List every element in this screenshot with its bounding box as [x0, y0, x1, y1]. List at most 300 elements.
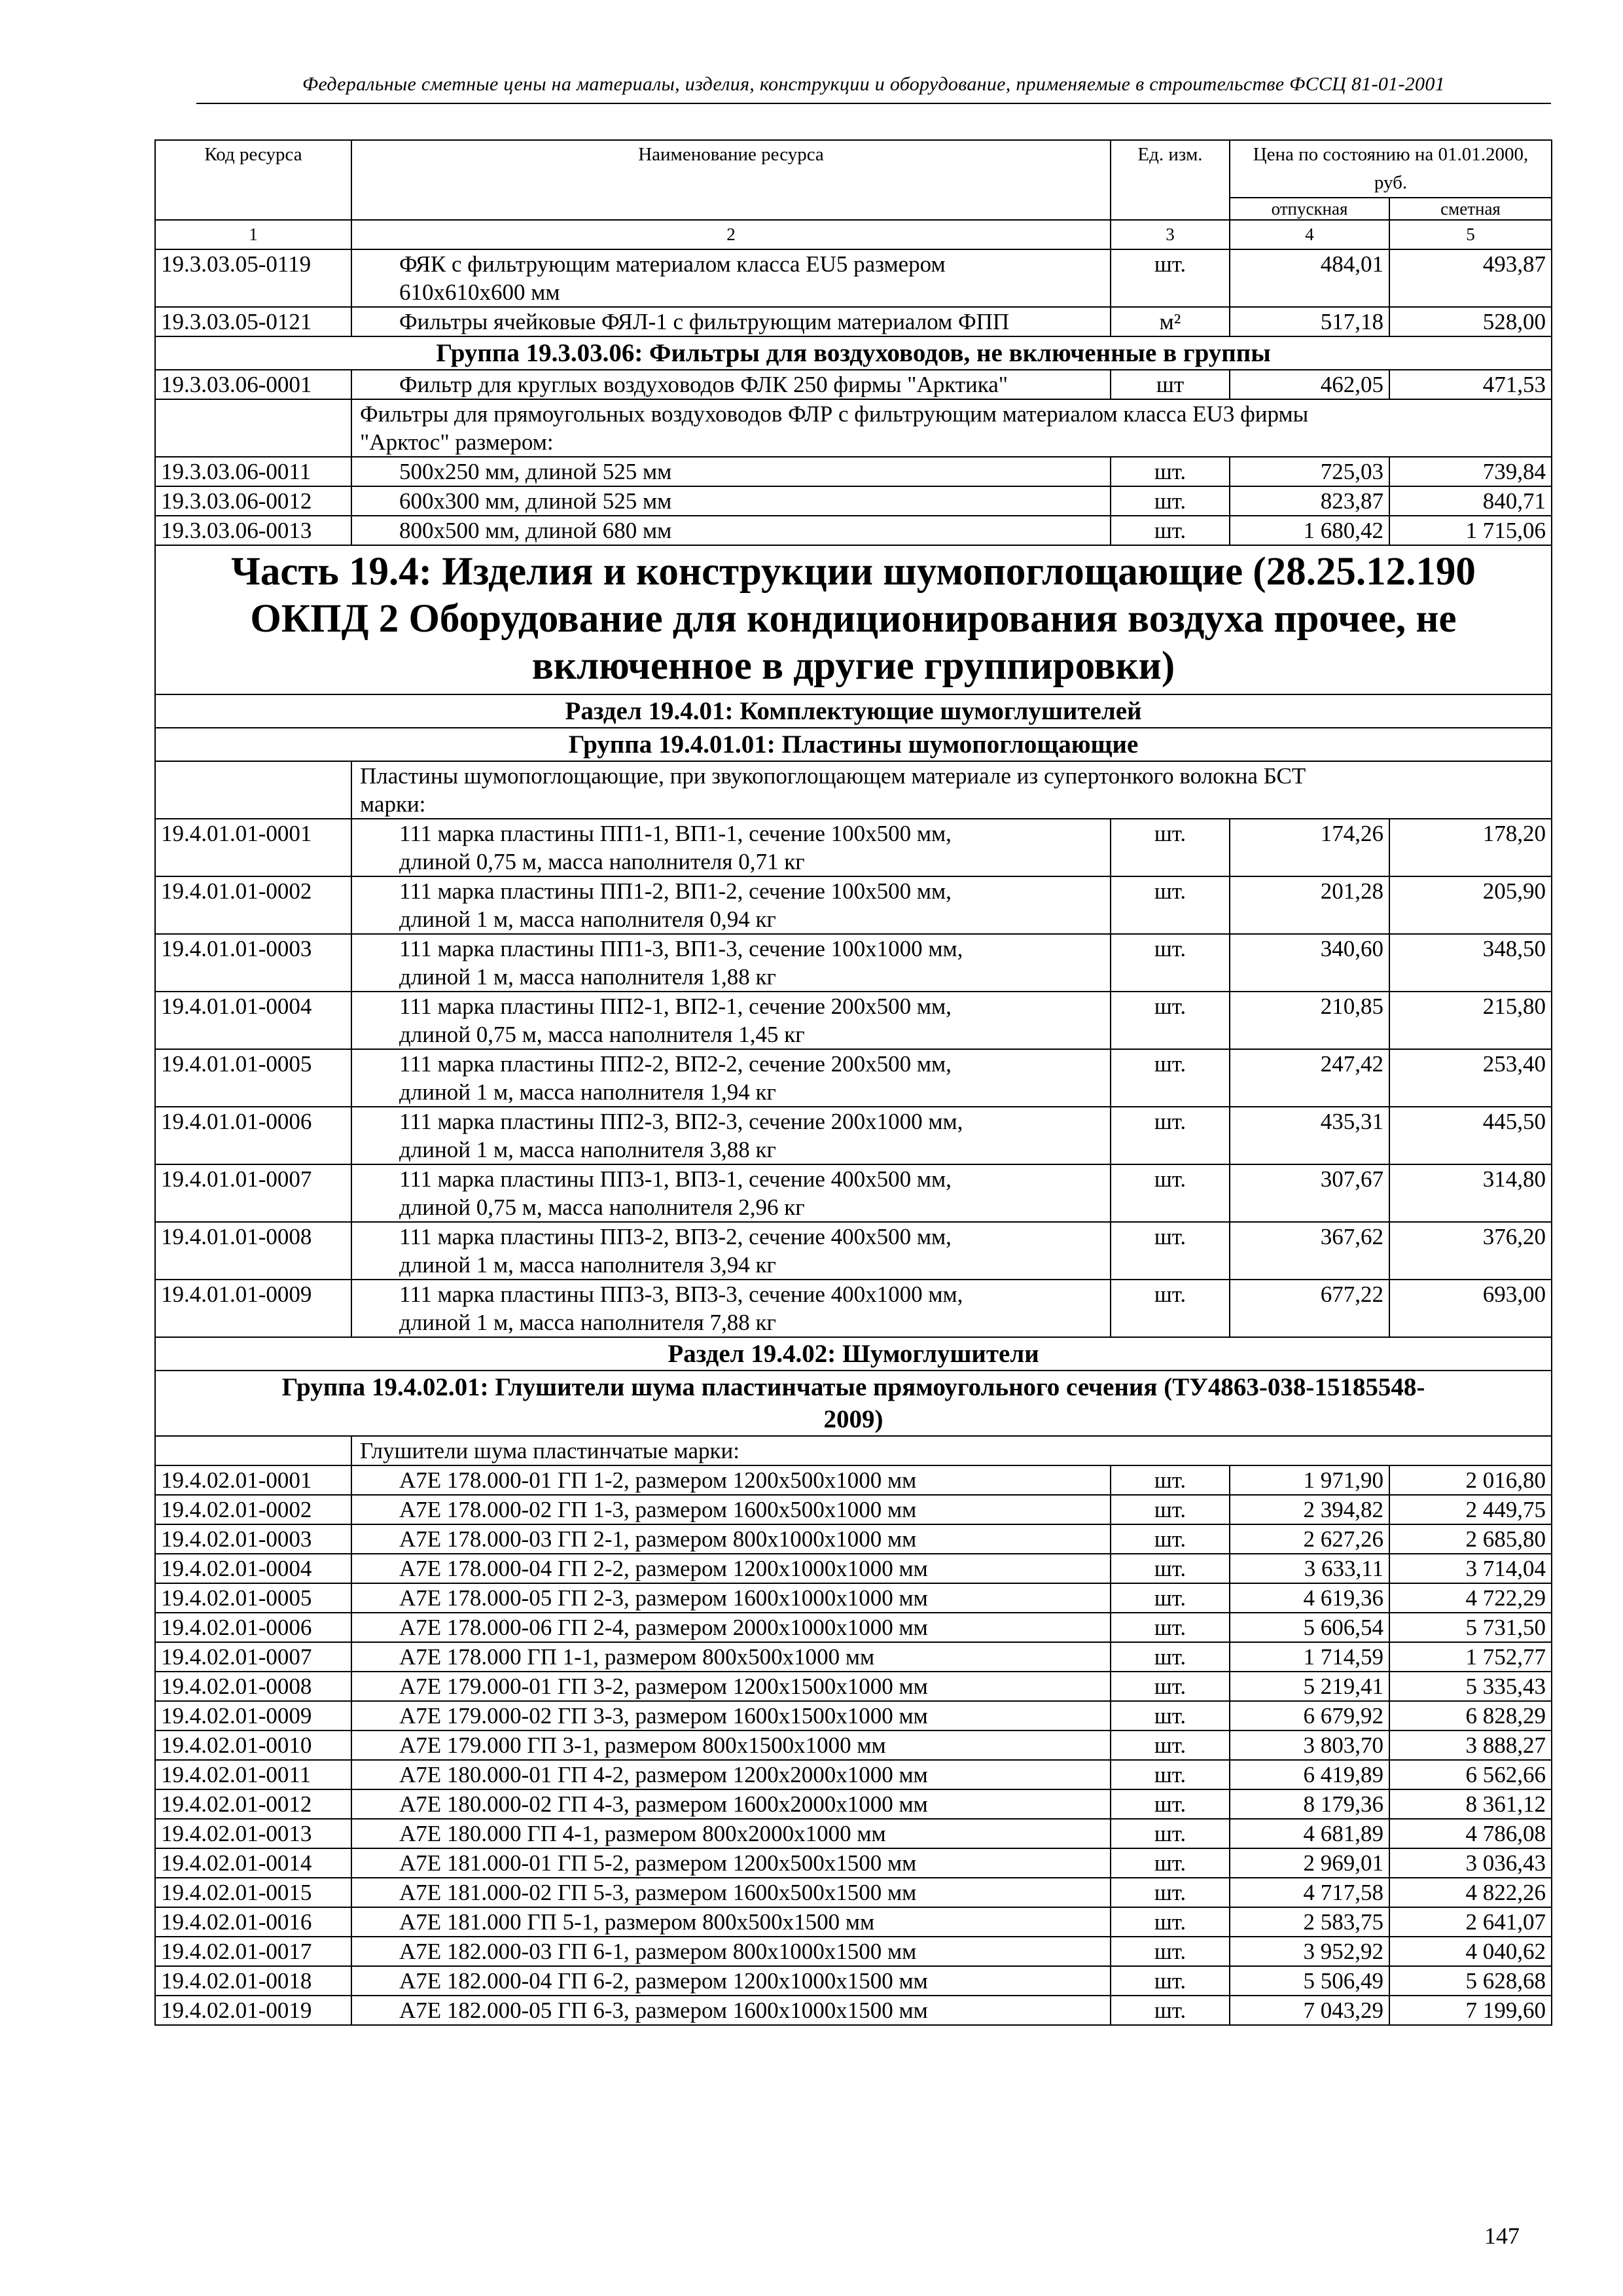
price-release: 367,62	[1230, 1222, 1389, 1280]
price-estimate: 2 641,07	[1389, 1907, 1552, 1937]
price-estimate: 4 722,29	[1389, 1583, 1552, 1613]
table-row	[155, 1672, 1552, 1701]
unit-of-measure: шт.	[1111, 1731, 1230, 1760]
column-number: 2	[351, 220, 1111, 249]
price-estimate: 7 199,60	[1389, 1996, 1552, 2025]
unit-of-measure: м²	[1111, 307, 1230, 336]
resource-code: 19.3.03.06-0012	[155, 486, 351, 516]
intro-line: Фильтры для прямоугольных воздуховодов ФЛР с фильтрующим материалом класса EU3 фирмы	[360, 401, 1309, 427]
resource-name	[351, 1878, 1111, 1907]
table-row	[155, 1049, 1552, 1107]
unit-of-measure: шт.	[1111, 1789, 1230, 1819]
price-release: 3 803,70	[1230, 1731, 1389, 1760]
header-name: Наименование ресурса	[351, 140, 1111, 220]
resource-name-line: длиной 0,75 м, масса наполнителя 1,45 кг	[399, 1022, 805, 1047]
resource-name-line: А7Е 180.000-02 ГП 4-3, размером 1600х2000х1000 мм	[399, 1791, 928, 1817]
resource-name	[351, 486, 1111, 516]
table-row	[155, 370, 1552, 399]
price-release: 1 680,42	[1230, 516, 1389, 545]
resource-code: 19.4.02.01-0011	[155, 1760, 351, 1789]
section-title	[155, 694, 1552, 728]
resource-name-line: длиной 0,75 м, масса наполнителя 0,71 кг	[399, 849, 805, 874]
resource-name-line: 800х500 мм, длиной 680 мм	[399, 518, 672, 543]
price-table	[154, 139, 1552, 2026]
intro-row	[155, 1436, 1552, 1465]
resource-code: 19.4.02.01-0003	[155, 1524, 351, 1554]
resource-name	[351, 1280, 1111, 1337]
group-title-line: Группа 19.4.02.01: Глушители шума пластинчатые прямоугольного сечения (ТУ4863-038-15185548-	[281, 1373, 1425, 1401]
resource-name	[351, 307, 1111, 336]
resource-name-line: длиной 1 м, масса наполнителя 3,94 кг	[399, 1252, 776, 1278]
resource-name	[351, 876, 1111, 934]
unit-of-measure: шт.	[1111, 457, 1230, 486]
price-estimate: 445,50	[1389, 1107, 1552, 1164]
table-row	[155, 1107, 1552, 1164]
group-title-line: 2009)	[823, 1405, 883, 1433]
group-title-cell	[155, 728, 1552, 761]
resource-name	[351, 1937, 1111, 1966]
table-row	[155, 1819, 1552, 1848]
resource-name-line: А7Е 182.000-03 ГП 6-1, размером 800х1000х1500 мм	[399, 1939, 917, 1964]
part-title	[155, 545, 1552, 694]
intro-row	[155, 761, 1552, 819]
resource-name	[351, 457, 1111, 486]
table-row	[155, 1701, 1552, 1731]
resource-code: 19.4.02.01-0014	[155, 1848, 351, 1878]
unit-of-measure: шт.	[1111, 1642, 1230, 1672]
section-title-cell	[155, 1337, 1552, 1371]
group-title	[155, 336, 1552, 370]
table-row	[155, 307, 1552, 336]
resource-code: 19.4.02.01-0004	[155, 1554, 351, 1583]
resource-name	[351, 370, 1111, 399]
section-title	[155, 1337, 1552, 1371]
page-number: 147	[1484, 2223, 1520, 2249]
running-header: Федеральные сметные цены на материалы, изделия, конструкции и оборудование, применяемые в строительстве ФССЦ 81-01-2001	[302, 73, 1445, 95]
price-estimate: 528,00	[1389, 307, 1552, 336]
unit-of-measure: шт.	[1111, 1049, 1230, 1107]
intro-text	[351, 399, 1552, 457]
price-release: 4 717,58	[1230, 1878, 1389, 1907]
resource-name-line: Фильтр для круглых воздуховодов ФЛК 250 фирмы "Арктика"	[399, 372, 1008, 397]
resource-name-line: А7Е 181.000 ГП 5-1, размером 800х500х1500 мм	[399, 1909, 875, 1935]
price-release: 5 606,54	[1230, 1613, 1389, 1642]
unit-of-measure: шт.	[1111, 1996, 1230, 2025]
price-estimate: 253,40	[1389, 1049, 1552, 1107]
unit-of-measure: шт.	[1111, 1164, 1230, 1222]
part-title-cell	[155, 545, 1552, 694]
table-row	[155, 1907, 1552, 1937]
resource-name-line: А7Е 178.000-05 ГП 2-3, размером 1600х1000х1000 мм	[399, 1585, 928, 1611]
price-estimate: 314,80	[1389, 1164, 1552, 1222]
resource-code: 19.4.01.01-0005	[155, 1049, 351, 1107]
resource-name	[351, 516, 1111, 545]
table-row	[155, 1878, 1552, 1907]
resource-name	[351, 1465, 1111, 1495]
resource-name	[351, 1966, 1111, 1996]
resource-name	[351, 1107, 1111, 1164]
table-row	[155, 1280, 1552, 1337]
resource-name	[351, 1642, 1111, 1672]
price-release: 1 971,90	[1230, 1465, 1389, 1495]
price-release: 307,67	[1230, 1164, 1389, 1222]
price-estimate: 376,20	[1389, 1222, 1552, 1280]
table-row	[155, 1760, 1552, 1789]
unit-of-measure: шт.	[1111, 1907, 1230, 1937]
header-rule	[196, 103, 1551, 104]
resource-code: 19.4.02.01-0002	[155, 1495, 351, 1524]
unit-of-measure: шт.	[1111, 1878, 1230, 1907]
resource-name-line: А7Е 178.000-06 ГП 2-4, размером 2000х1000х1000 мм	[399, 1615, 928, 1640]
resource-name-line: 111 марка пластины ПП3-2, ВП3-2, сечение 400х500 мм,	[399, 1224, 952, 1249]
price-release: 174,26	[1230, 819, 1389, 876]
resource-name	[351, 249, 1111, 307]
price-release: 462,05	[1230, 370, 1389, 399]
group-title	[155, 728, 1552, 761]
resource-name-line: А7Е 181.000-01 ГП 5-2, размером 1200х500х1500 мм	[399, 1850, 917, 1876]
unit-of-measure: шт.	[1111, 1495, 1230, 1524]
resource-name-line: Фильтры ячейковые ФЯЛ-1 с фильтрующим материалом ФПП	[399, 309, 1010, 334]
table-row	[155, 1465, 1552, 1495]
resource-name-line: длиной 1 м, масса наполнителя 0,94 кг	[399, 906, 776, 932]
resource-code: 19.4.02.01-0007	[155, 1642, 351, 1672]
price-estimate: 3 888,27	[1389, 1731, 1552, 1760]
resource-name-line: ФЯК с фильтрующим материалом класса EU5 размером	[399, 251, 946, 277]
resource-code: 19.4.01.01-0004	[155, 992, 351, 1049]
resource-name	[351, 1495, 1111, 1524]
table-row	[155, 1966, 1552, 1996]
price-release: 6 419,89	[1230, 1760, 1389, 1789]
resource-name	[351, 1907, 1111, 1937]
price-estimate: 493,87	[1389, 249, 1552, 307]
resource-code: 19.4.02.01-0015	[155, 1878, 351, 1907]
unit-of-measure: шт.	[1111, 516, 1230, 545]
resource-code: 19.4.02.01-0017	[155, 1937, 351, 1966]
table-row	[155, 819, 1552, 876]
intro-line: Глушители шума пластинчатые марки:	[360, 1438, 740, 1463]
resource-code: 19.3.03.05-0119	[155, 249, 351, 307]
resource-name	[351, 1819, 1111, 1848]
resource-code: 19.4.02.01-0019	[155, 1996, 351, 2025]
table-row	[155, 1554, 1552, 1583]
resource-name	[351, 1049, 1111, 1107]
unit-of-measure: шт	[1111, 370, 1230, 399]
intro-empty-code	[155, 1436, 351, 1465]
intro-line: марки:	[360, 791, 426, 817]
table-row	[155, 1495, 1552, 1524]
table-row	[155, 934, 1552, 992]
unit-of-measure: шт.	[1111, 249, 1230, 307]
price-estimate: 348,50	[1389, 934, 1552, 992]
section-title-line: Раздел 19.4.01: Комплектующие шумоглушителей	[565, 697, 1142, 725]
table-row	[155, 486, 1552, 516]
price-release: 823,87	[1230, 486, 1389, 516]
resource-code: 19.4.02.01-0018	[155, 1966, 351, 1996]
group-title-line: Группа 19.3.03.06: Фильтры для воздуховодов, не включенные в группы	[436, 339, 1271, 367]
resource-name-line: А7Е 182.000-04 ГП 6-2, размером 1200х1000х1500 мм	[399, 1968, 928, 1994]
resource-code: 19.4.02.01-0001	[155, 1465, 351, 1495]
resource-name-line: А7Е 178.000 ГП 1-1, размером 800х500х1000 мм	[399, 1644, 875, 1670]
intro-empty-code	[155, 399, 351, 457]
unit-of-measure: шт.	[1111, 1524, 1230, 1554]
resource-name	[351, 1554, 1111, 1583]
price-estimate: 8 361,12	[1389, 1789, 1552, 1819]
resource-name-line: 111 марка пластины ПП1-1, ВП1-1, сечение 100х500 мм,	[399, 821, 952, 846]
unit-of-measure: шт.	[1111, 1819, 1230, 1848]
price-estimate: 2 449,75	[1389, 1495, 1552, 1524]
unit-of-measure: шт.	[1111, 1848, 1230, 1878]
price-release: 8 179,36	[1230, 1789, 1389, 1819]
price-release: 5 506,49	[1230, 1966, 1389, 1996]
table-row	[155, 876, 1552, 934]
price-estimate: 3 036,43	[1389, 1848, 1552, 1878]
resource-name-line: А7Е 180.000-01 ГП 4-2, размером 1200х2000х1000 мм	[399, 1762, 928, 1787]
resource-code: 19.4.01.01-0001	[155, 819, 351, 876]
resource-code: 19.4.01.01-0007	[155, 1164, 351, 1222]
resource-name-line: 111 марка пластины ПП3-1, ВП3-1, сечение 400х500 мм,	[399, 1166, 952, 1192]
table-row	[155, 516, 1552, 545]
price-estimate: 4 822,26	[1389, 1878, 1552, 1907]
table-row	[155, 1937, 1552, 1966]
resource-name	[351, 1996, 1111, 2025]
unit-of-measure: шт.	[1111, 1672, 1230, 1701]
resource-name	[351, 819, 1111, 876]
price-release: 4 681,89	[1230, 1819, 1389, 1848]
resource-name-line: длиной 1 м, масса наполнителя 7,88 кг	[399, 1310, 776, 1335]
resource-code: 19.4.01.01-0009	[155, 1280, 351, 1337]
resource-name-line: длиной 1 м, масса наполнителя 1,88 кг	[399, 964, 776, 990]
column-number: 4	[1230, 220, 1389, 249]
table-row	[155, 1996, 1552, 2025]
unit-of-measure: шт.	[1111, 1107, 1230, 1164]
price-estimate: 6 562,66	[1389, 1760, 1552, 1789]
price-estimate: 693,00	[1389, 1280, 1552, 1337]
price-estimate: 215,80	[1389, 992, 1552, 1049]
resource-code: 19.4.01.01-0008	[155, 1222, 351, 1280]
price-release: 1 714,59	[1230, 1642, 1389, 1672]
table-row	[155, 1642, 1552, 1672]
price-estimate: 205,90	[1389, 876, 1552, 934]
resource-name	[351, 1164, 1111, 1222]
resource-code: 19.4.02.01-0016	[155, 1907, 351, 1937]
price-estimate: 5 628,68	[1389, 1966, 1552, 1996]
price-estimate: 840,71	[1389, 486, 1552, 516]
price-release: 3 952,92	[1230, 1937, 1389, 1966]
unit-of-measure: шт.	[1111, 934, 1230, 992]
unit-of-measure: шт.	[1111, 1280, 1230, 1337]
header-price-caption: Цена по состоянию на 01.01.2000, руб.	[1230, 140, 1552, 198]
price-estimate: 1 715,06	[1389, 516, 1552, 545]
price-release: 201,28	[1230, 876, 1389, 934]
price-release: 517,18	[1230, 307, 1389, 336]
price-estimate: 178,20	[1389, 819, 1552, 876]
table-row	[155, 457, 1552, 486]
resource-code: 19.4.02.01-0008	[155, 1672, 351, 1701]
header-price-release: отпускная	[1230, 198, 1389, 220]
resource-code: 19.3.03.06-0013	[155, 516, 351, 545]
resource-name-line: 111 марка пластины ПП1-3, ВП1-3, сечение 100х1000 мм,	[399, 936, 963, 961]
price-estimate: 2 685,80	[1389, 1524, 1552, 1554]
resource-name-line: А7Е 179.000-02 ГП 3-3, размером 1600х1500х1000 мм	[399, 1703, 928, 1729]
resource-name	[351, 1672, 1111, 1701]
table-header-row	[155, 140, 1552, 198]
table-row	[155, 1731, 1552, 1760]
price-release: 435,31	[1230, 1107, 1389, 1164]
price-estimate: 1 752,77	[1389, 1642, 1552, 1672]
resource-code: 19.4.02.01-0010	[155, 1731, 351, 1760]
table-row	[155, 1613, 1552, 1642]
resource-code: 19.3.03.05-0121	[155, 307, 351, 336]
price-estimate: 5 731,50	[1389, 1613, 1552, 1642]
unit-of-measure: шт.	[1111, 1937, 1230, 1966]
price-release: 484,01	[1230, 249, 1389, 307]
table-row	[155, 1164, 1552, 1222]
resource-name	[351, 934, 1111, 992]
resource-code: 19.4.01.01-0006	[155, 1107, 351, 1164]
resource-code: 19.4.02.01-0013	[155, 1819, 351, 1848]
intro-empty-code	[155, 761, 351, 819]
resource-code: 19.4.01.01-0003	[155, 934, 351, 992]
resource-name-line: А7Е 178.000-03 ГП 2-1, размером 800х1000х1000 мм	[399, 1526, 917, 1552]
unit-of-measure: шт.	[1111, 992, 1230, 1049]
resource-name	[351, 1848, 1111, 1878]
resource-name-line: А7Е 179.000 ГП 3-1, размером 800х1500х1000 мм	[399, 1732, 886, 1758]
resource-name	[351, 1760, 1111, 1789]
resource-name-line: 111 марка пластины ПП1-2, ВП1-2, сечение 100х500 мм,	[399, 878, 952, 904]
price-estimate: 5 335,43	[1389, 1672, 1552, 1701]
price-release: 2 583,75	[1230, 1907, 1389, 1937]
resource-name-line: А7Е 182.000-05 ГП 6-3, размером 1600х1000х1500 мм	[399, 1998, 928, 2023]
price-estimate: 6 828,29	[1389, 1701, 1552, 1731]
unit-of-measure: шт.	[1111, 1222, 1230, 1280]
resource-name	[351, 1222, 1111, 1280]
resource-name-line: А7Е 179.000-01 ГП 3-2, размером 1200х1500х1000 мм	[399, 1674, 928, 1699]
price-release: 4 619,36	[1230, 1583, 1389, 1613]
group-title-cell	[155, 1371, 1552, 1436]
intro-line: "Арктос" размером:	[360, 429, 554, 455]
resource-code: 19.4.01.01-0002	[155, 876, 351, 934]
price-release: 6 679,92	[1230, 1701, 1389, 1731]
unit-of-measure: шт.	[1111, 486, 1230, 516]
resource-name	[351, 1701, 1111, 1731]
header-price-estimate: сметная	[1389, 198, 1552, 220]
intro-line: Пластины шумопоглощающие, при звукопоглощающем материале из супертонкого волокна БСТ	[360, 763, 1306, 789]
resource-code: 19.3.03.06-0001	[155, 370, 351, 399]
resource-name-line: 111 марка пластины ПП2-2, ВП2-2, сечение 200х500 мм,	[399, 1051, 952, 1077]
resource-code: 19.3.03.06-0011	[155, 457, 351, 486]
resource-name-line: 610х610х600 мм	[399, 279, 560, 305]
column-number: 3	[1111, 220, 1230, 249]
unit-of-measure: шт.	[1111, 1966, 1230, 1996]
price-release: 247,42	[1230, 1049, 1389, 1107]
unit-of-measure: шт.	[1111, 1701, 1230, 1731]
price-estimate: 3 714,04	[1389, 1554, 1552, 1583]
price-release: 340,60	[1230, 934, 1389, 992]
price-release: 7 043,29	[1230, 1996, 1389, 2025]
resource-name-line: А7Е 181.000-02 ГП 5-3, размером 1600х500х1500 мм	[399, 1880, 917, 1905]
table-row	[155, 1524, 1552, 1554]
resource-name	[351, 1789, 1111, 1819]
resource-name	[351, 1731, 1111, 1760]
price-release: 2 394,82	[1230, 1495, 1389, 1524]
resource-name-line: А7Е 180.000 ГП 4-1, размером 800х2000х1000 мм	[399, 1821, 886, 1846]
unit-of-measure: шт.	[1111, 1554, 1230, 1583]
resource-name-line: длиной 0,75 м, масса наполнителя 2,96 кг	[399, 1194, 805, 1220]
group-title-line: Группа 19.4.01.01: Пластины шумопоглощающие	[568, 730, 1139, 759]
part-title-line: ОКПД 2 Оборудование для кондиционирования воздуха прочее, не	[250, 597, 1457, 641]
resource-name-line: А7Е 178.000-04 ГП 2-2, размером 1200х1000х1000 мм	[399, 1556, 928, 1581]
table-row	[155, 249, 1552, 307]
price-estimate: 739,84	[1389, 457, 1552, 486]
table-row	[155, 1789, 1552, 1819]
resource-name-line: А7Е 178.000-02 ГП 1-3, размером 1600х500х1000 мм	[399, 1497, 917, 1522]
resource-name-line: 111 марка пластины ПП2-3, ВП2-3, сечение 200х1000 мм,	[399, 1109, 963, 1134]
unit-of-measure: шт.	[1111, 1760, 1230, 1789]
section-title-cell	[155, 694, 1552, 728]
column-number-row	[155, 220, 1552, 249]
price-release: 677,22	[1230, 1280, 1389, 1337]
price-estimate: 4 786,08	[1389, 1819, 1552, 1848]
unit-of-measure: шт.	[1111, 1613, 1230, 1642]
table-row	[155, 1583, 1552, 1613]
table-row	[155, 1848, 1552, 1878]
resource-name-line: длиной 1 м, масса наполнителя 3,88 кг	[399, 1137, 776, 1162]
resource-code: 19.4.02.01-0012	[155, 1789, 351, 1819]
unit-of-measure: шт.	[1111, 1583, 1230, 1613]
resource-name-line: 600х300 мм, длиной 525 мм	[399, 488, 672, 514]
unit-of-measure: шт.	[1111, 1465, 1230, 1495]
resource-name	[351, 992, 1111, 1049]
group-title	[155, 1371, 1552, 1436]
unit-of-measure: шт.	[1111, 876, 1230, 934]
price-release: 210,85	[1230, 992, 1389, 1049]
price-release: 3 633,11	[1230, 1554, 1389, 1583]
resource-name	[351, 1524, 1111, 1554]
price-estimate: 4 040,62	[1389, 1937, 1552, 1966]
resource-name-line: 111 марка пластины ПП3-3, ВП3-3, сечение 400х1000 мм,	[399, 1282, 963, 1307]
resource-name-line: 111 марка пластины ПП2-1, ВП2-1, сечение 200х500 мм,	[399, 994, 952, 1019]
resource-name-line: А7Е 178.000-01 ГП 1-2, размером 1200х500х1000 мм	[399, 1467, 917, 1493]
resource-code: 19.4.02.01-0006	[155, 1613, 351, 1642]
price-release: 2 969,01	[1230, 1848, 1389, 1878]
resource-name-line: длиной 1 м, масса наполнителя 1,94 кг	[399, 1079, 776, 1105]
table-row	[155, 992, 1552, 1049]
price-release: 2 627,26	[1230, 1524, 1389, 1554]
price-release: 725,03	[1230, 457, 1389, 486]
column-number: 5	[1389, 220, 1552, 249]
header-code: Код ресурса	[155, 140, 351, 220]
intro-text	[351, 1436, 1552, 1465]
resource-name-line: 500х250 мм, длиной 525 мм	[399, 459, 672, 484]
intro-row	[155, 399, 1552, 457]
resource-code: 19.4.02.01-0005	[155, 1583, 351, 1613]
section-title-line: Раздел 19.4.02: Шумоглушители	[668, 1340, 1039, 1368]
resource-code: 19.4.02.01-0009	[155, 1701, 351, 1731]
table-row	[155, 1222, 1552, 1280]
part-title-line: Часть 19.4: Изделия и конструкции шумопоглощающие (28.25.12.190	[231, 550, 1476, 594]
resource-name	[351, 1613, 1111, 1642]
price-estimate: 471,53	[1389, 370, 1552, 399]
price-estimate: 2 016,80	[1389, 1465, 1552, 1495]
column-number: 1	[155, 220, 351, 249]
intro-text	[351, 761, 1552, 819]
header-unit: Ед. изм.	[1111, 140, 1230, 220]
part-title-line: включенное в другие группировки)	[531, 644, 1175, 688]
price-release: 5 219,41	[1230, 1672, 1389, 1701]
group-title-cell	[155, 336, 1552, 370]
resource-name	[351, 1583, 1111, 1613]
unit-of-measure: шт.	[1111, 819, 1230, 876]
